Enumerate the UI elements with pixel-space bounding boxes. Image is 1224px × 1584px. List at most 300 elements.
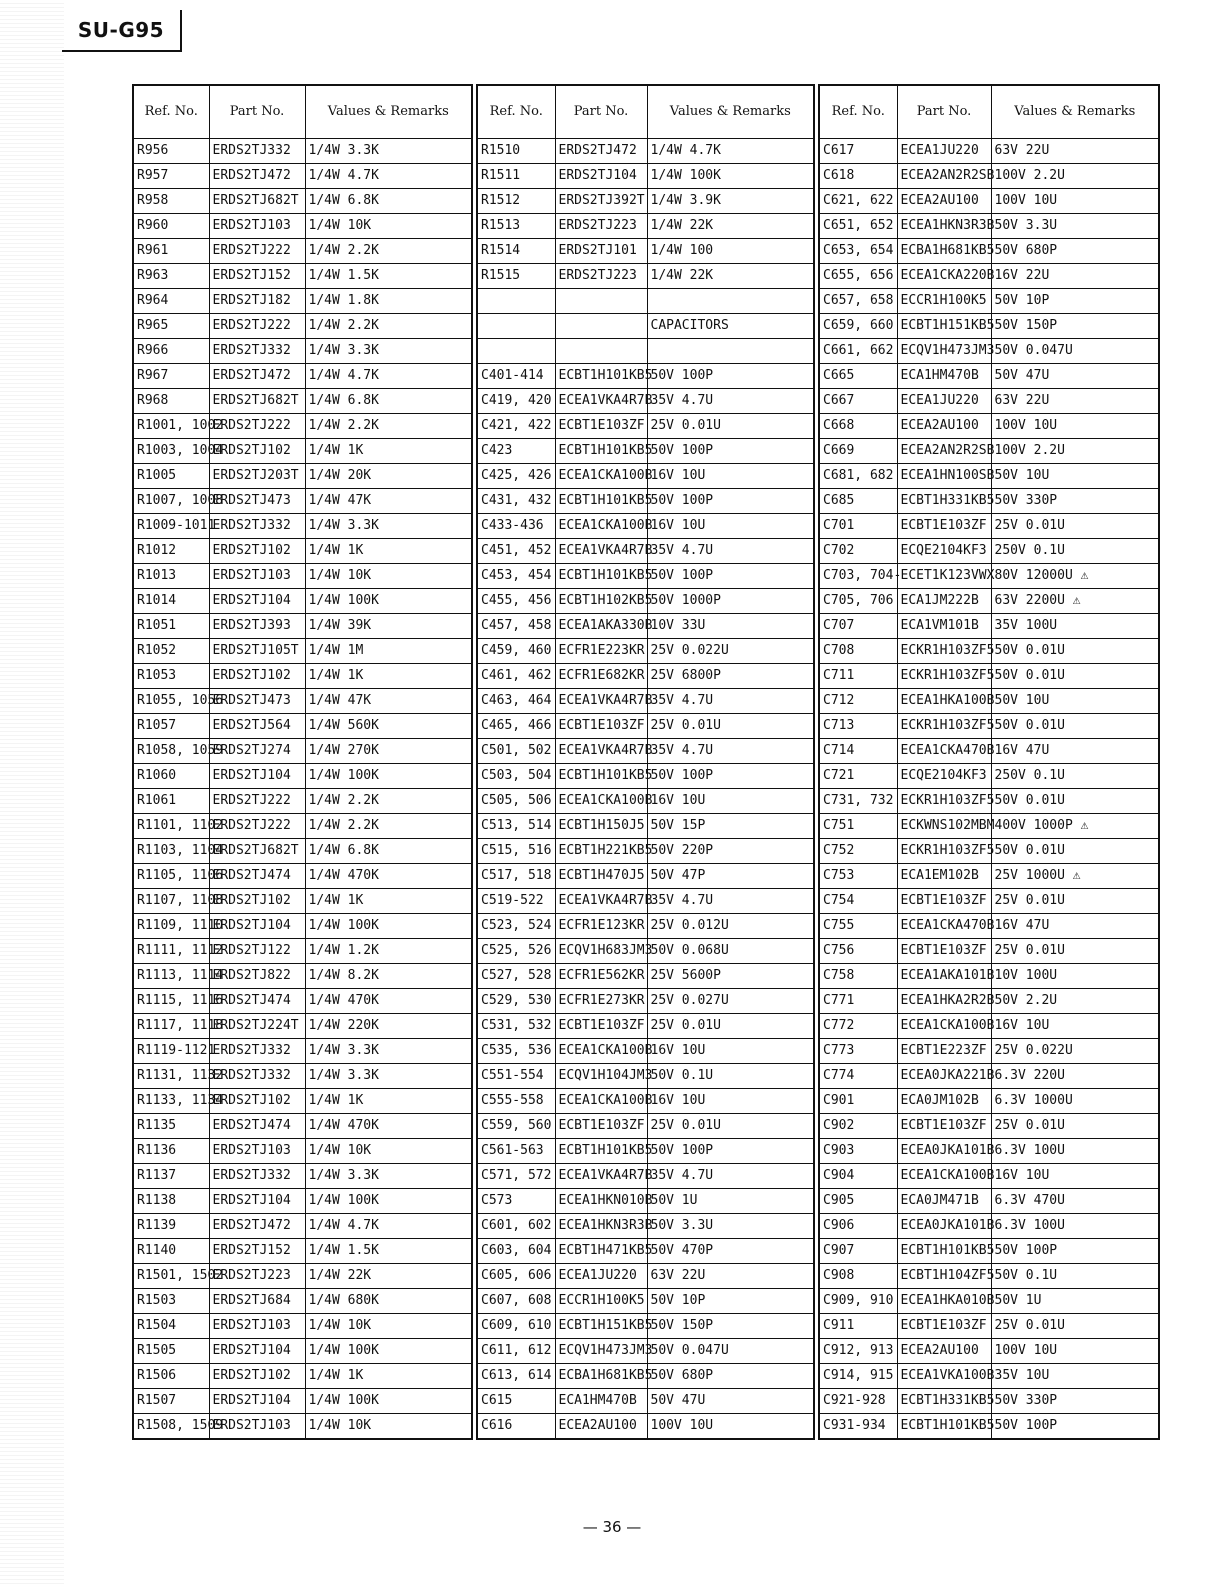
value-cell: 1/4W 470K [305, 864, 472, 889]
ref-no-cell: C617 [819, 139, 897, 164]
ref-no-cell: R1053 [133, 664, 209, 689]
table-row [477, 1314, 814, 1339]
table-row [477, 239, 814, 264]
part-no-cell: ERDS2TJ203T [209, 464, 305, 489]
table-row [477, 439, 814, 464]
ref-no-cell: R957 [133, 164, 209, 189]
table-row [819, 939, 1159, 964]
table-row [819, 1389, 1159, 1414]
value-cell: 1/4W 2.2K [305, 239, 472, 264]
ref-no-cell: R1501, 1502 [133, 1264, 209, 1289]
table-row [819, 664, 1159, 689]
table-row [819, 1364, 1159, 1389]
part-no-cell: ECEA1CKA100B [555, 514, 647, 539]
value-cell: 1/4W 22K [305, 1264, 472, 1289]
part-no-cell: ECBT1E103ZF [897, 1114, 991, 1139]
value-cell: 16V 10U [647, 1039, 814, 1064]
ref-no-cell: C651, 652 [819, 214, 897, 239]
value-cell: 80V 12000U ⚠ [991, 564, 1159, 589]
part-no-cell: ECEA2AN2R2SB [897, 439, 991, 464]
value-cell: 25V 0.027U [647, 989, 814, 1014]
table-row [477, 689, 814, 714]
value-cell: 25V 0.01U [991, 1114, 1159, 1139]
ref-no-cell: C902 [819, 1114, 897, 1139]
column-header-part-no: Part No. [555, 85, 647, 139]
value-cell: 1/4W 10K [305, 564, 472, 589]
value-cell: 25V 0.01U [647, 1114, 814, 1139]
value-cell: 10V 33U [647, 614, 814, 639]
value-cell: 50V 0.01U [991, 839, 1159, 864]
value-cell: 1/4W 10K [305, 1414, 472, 1440]
value-cell: 25V 6800P [647, 664, 814, 689]
ref-no-cell: R1014 [133, 589, 209, 614]
value-cell: 1/4W 1K [305, 664, 472, 689]
ref-no-cell: R1007, 1008 [133, 489, 209, 514]
ref-no-cell: C907 [819, 1239, 897, 1264]
ref-no-cell: C601, 602 [477, 1214, 555, 1239]
table-row [133, 1414, 472, 1440]
value-cell: 6.3V 100U [991, 1139, 1159, 1164]
value-cell: 16V 10U [991, 1164, 1159, 1189]
part-no-cell: ECEA2AU100 [555, 1414, 647, 1440]
ref-no-cell: R1060 [133, 764, 209, 789]
value-cell: 35V 4.7U [647, 1164, 814, 1189]
value-cell: 50V 47P [647, 864, 814, 889]
part-no-cell: ECQV1H683JM3 [555, 939, 647, 964]
value-cell: 25V 0.022U [991, 1039, 1159, 1064]
table-row [133, 439, 472, 464]
value-cell: 1/4W 1K [305, 439, 472, 464]
ref-no-cell: C517, 518 [477, 864, 555, 889]
table-row [133, 364, 472, 389]
part-no-cell: ERDS2TJ104 [555, 164, 647, 189]
part-no-cell: ERDS2TJ102 [209, 439, 305, 464]
table-row [819, 914, 1159, 939]
ref-no-cell: C535, 536 [477, 1039, 555, 1064]
part-no-cell: ECBT1H101KB5 [555, 364, 647, 389]
table-row [133, 639, 472, 664]
value-cell: 25V 0.01U [991, 1314, 1159, 1339]
part-no-cell: ECKR1H103ZF5 [897, 839, 991, 864]
table-row [477, 889, 814, 914]
table-row [133, 189, 472, 214]
value-cell: 6.3V 100U [991, 1214, 1159, 1239]
ref-no-cell: R1510 [477, 139, 555, 164]
part-no-cell: ECEA1VKA4R7B [555, 739, 647, 764]
ref-no-cell: C453, 454 [477, 564, 555, 589]
table-row [133, 539, 472, 564]
ref-no-cell: C529, 530 [477, 989, 555, 1014]
value-cell: 250V 0.1U [991, 764, 1159, 789]
table-row [819, 1289, 1159, 1314]
column-header-values-remarks: Values & Remarks [305, 85, 472, 139]
ref-no-cell: R1055, 1056 [133, 689, 209, 714]
table-row [819, 964, 1159, 989]
table-row [477, 139, 814, 164]
ref-no-cell: C752 [819, 839, 897, 864]
value-cell: 1/4W 6.8K [305, 189, 472, 214]
table-row [477, 1214, 814, 1239]
ref-no-cell: R964 [133, 289, 209, 314]
table-row [133, 389, 472, 414]
part-no-cell: ECEA1CKA220B [897, 264, 991, 289]
part-no-cell: ECEA1HKN010B [555, 1189, 647, 1214]
ref-no-cell: R1061 [133, 789, 209, 814]
value-cell: 50V 15P [647, 814, 814, 839]
ref-no-cell: C615 [477, 1389, 555, 1414]
value-cell: 1/4W 3.3K [305, 1064, 472, 1089]
ref-no-cell: C721 [819, 764, 897, 789]
value-cell: 35V 10U [991, 1364, 1159, 1389]
part-no-cell: ECEA2AU100 [897, 189, 991, 214]
part-no-cell: ECBA1H681KB5 [555, 1364, 647, 1389]
value-cell: 63V 2200U ⚠ [991, 589, 1159, 614]
ref-no-cell: C931-934 [819, 1414, 897, 1440]
value-cell: 50V 0.1U [647, 1064, 814, 1089]
ref-no-cell: C906 [819, 1214, 897, 1239]
ref-no-cell: C908 [819, 1264, 897, 1289]
part-no-cell: ECBT1E103ZF [897, 514, 991, 539]
column-header-part-no: Part No. [209, 85, 305, 139]
part-no-cell: ERDS2TJ224T [209, 1014, 305, 1039]
ref-no-cell: C501, 502 [477, 739, 555, 764]
part-no-cell: ECKR1H103ZF5 [897, 664, 991, 689]
value-cell: 25V 0.01U [991, 514, 1159, 539]
ref-no-cell: R1051 [133, 614, 209, 639]
value-cell: 25V 0.01U [647, 714, 814, 739]
value-cell: 50V 150P [991, 314, 1159, 339]
value-cell: 25V 5600P [647, 964, 814, 989]
part-no-cell: ECBT1E223ZF [897, 1039, 991, 1064]
part-no-cell: ECEA1HKN3R3B [555, 1214, 647, 1239]
ref-no-cell: C515, 516 [477, 839, 555, 864]
part-no-cell: ERDS2TJ104 [209, 764, 305, 789]
table-row [133, 289, 472, 314]
part-no-cell: ECEA1CKA470B [897, 739, 991, 764]
table-row [819, 714, 1159, 739]
table-row [133, 664, 472, 689]
ref-no-cell: C611, 612 [477, 1339, 555, 1364]
table-row [133, 764, 472, 789]
ref-no-cell: C751 [819, 814, 897, 839]
part-no-cell: ECEA2AU100 [897, 1339, 991, 1364]
value-cell: 1/4W 39K [305, 614, 472, 639]
ref-no-cell: C465, 466 [477, 714, 555, 739]
value-cell: 50V 10P [991, 289, 1159, 314]
value-cell: 1/4W 470K [305, 1114, 472, 1139]
table-row [819, 689, 1159, 714]
table-row [819, 639, 1159, 664]
ref-no-cell: C603, 604 [477, 1239, 555, 1264]
part-no-cell [555, 289, 647, 314]
ref-no-cell: C421, 422 [477, 414, 555, 439]
value-cell: 16V 10U [647, 514, 814, 539]
table-row [477, 489, 814, 514]
part-no-cell: ERDS2TJ473 [209, 689, 305, 714]
part-no-cell: ECEA1VKA4R7B [555, 539, 647, 564]
table-row [477, 939, 814, 964]
part-no-cell: ERDS2TJ392T [555, 189, 647, 214]
part-no-cell: ECBT1H221KB5 [555, 839, 647, 864]
ref-no-cell: C909, 910 [819, 1289, 897, 1314]
part-no-cell: ERDS2TJ822 [209, 964, 305, 989]
part-no-cell: ECFR1E223KR [555, 639, 647, 664]
table-row [819, 1264, 1159, 1289]
ref-no-cell: C701 [819, 514, 897, 539]
table-row [819, 1239, 1159, 1264]
part-no-cell: ERDS2TJ682T [209, 839, 305, 864]
part-no-cell: ECBT1H150J5 [555, 814, 647, 839]
table-row [133, 164, 472, 189]
part-no-cell: ECEA1CKA100B [555, 789, 647, 814]
ref-no-cell: C758 [819, 964, 897, 989]
page-number: — 36 — [582, 1518, 642, 1536]
ref-no-cell: C551-554 [477, 1064, 555, 1089]
table-row [133, 739, 472, 764]
ref-no-cell: R1117, 1118 [133, 1014, 209, 1039]
value-cell: 50V 100P [647, 439, 814, 464]
ref-no-cell: R1119-1121 [133, 1039, 209, 1064]
table-row [477, 314, 814, 339]
table-row [133, 914, 472, 939]
ref-no-cell: R1505 [133, 1339, 209, 1364]
part-no-cell: ECBT1H151KB5 [897, 314, 991, 339]
value-cell: 35V 4.7U [647, 689, 814, 714]
table-row [477, 414, 814, 439]
table-row [819, 589, 1159, 614]
value-cell: 16V 22U [991, 264, 1159, 289]
part-no-cell: ERDS2TJ332 [209, 1064, 305, 1089]
table-row [133, 1139, 472, 1164]
table-row [819, 739, 1159, 764]
part-no-cell: ECEA1VKA4R7B [555, 889, 647, 914]
value-cell: 50V 1U [991, 1289, 1159, 1314]
table-row [477, 964, 814, 989]
part-no-cell: ECBT1H101KB5 [555, 764, 647, 789]
ref-no-cell: R1003, 1004 [133, 439, 209, 464]
part-no-cell: ECEA1VKA100B [897, 1364, 991, 1389]
part-no-cell: ERDS2TJ222 [209, 239, 305, 264]
value-cell: 63V 22U [991, 139, 1159, 164]
ref-no-cell: C503, 504 [477, 764, 555, 789]
value-cell: 50V 100P [991, 1239, 1159, 1264]
table-row [477, 639, 814, 664]
part-no-cell: ECBT1H101KB5 [897, 1239, 991, 1264]
ref-no-cell: C451, 452 [477, 539, 555, 564]
value-cell: 1/4W 3.3K [305, 139, 472, 164]
table-row [477, 714, 814, 739]
part-no-cell: ERDS2TJ105T [209, 639, 305, 664]
table-row [477, 989, 814, 1014]
ref-no-cell: C555-558 [477, 1089, 555, 1114]
value-cell: 16V 47U [991, 914, 1159, 939]
ref-no-cell: R1504 [133, 1314, 209, 1339]
ref-no-cell: C774 [819, 1064, 897, 1089]
value-cell: 16V 10U [647, 464, 814, 489]
ref-no-cell: C433-436 [477, 514, 555, 539]
table-row [133, 1289, 472, 1314]
table-row [819, 1414, 1159, 1440]
value-cell: 16V 10U [991, 1014, 1159, 1039]
table-row [819, 1164, 1159, 1189]
ref-no-cell: C513, 514 [477, 814, 555, 839]
part-no-cell: ECEA1AKA101B [897, 964, 991, 989]
value-cell: 1/4W 22K [647, 214, 814, 239]
table-row [477, 1039, 814, 1064]
ref-no-cell: C523, 524 [477, 914, 555, 939]
part-no-cell: ERDS2TJ102 [209, 889, 305, 914]
part-no-cell: ERDS2TJ474 [209, 864, 305, 889]
ref-no-cell [477, 314, 555, 339]
value-cell: 50V 220P [647, 839, 814, 864]
part-no-cell: ECBT1H101KB5 [555, 1139, 647, 1164]
value-cell: 1/4W 2.2K [305, 814, 472, 839]
value-cell: 50V 470P [647, 1239, 814, 1264]
part-no-cell: ERDS2TJ101 [555, 239, 647, 264]
part-no-cell: ECET1K123VWX [897, 564, 991, 589]
value-cell: 1/4W 270K [305, 739, 472, 764]
table-row [819, 614, 1159, 639]
ref-no-cell: C912, 913 [819, 1339, 897, 1364]
ref-no-cell: R1513 [477, 214, 555, 239]
ref-no-cell: C773 [819, 1039, 897, 1064]
table-row [133, 964, 472, 989]
value-cell: 1/4W 20K [305, 464, 472, 489]
table-row [477, 1014, 814, 1039]
value-cell: 1/4W 3.3K [305, 514, 472, 539]
ref-no-cell: R968 [133, 389, 209, 414]
value-cell: 50V 100P [991, 1414, 1159, 1440]
ref-no-cell: R1508, 1509 [133, 1414, 209, 1440]
ref-no-cell: R1111, 1112 [133, 939, 209, 964]
table-row [819, 839, 1159, 864]
part-no-cell: ECBT1H331KB5 [897, 1389, 991, 1414]
table-row [477, 564, 814, 589]
part-no-cell: ECFR1E123KR [555, 914, 647, 939]
value-cell: 1/4W 6.8K [305, 389, 472, 414]
value-cell: 50V 47U [991, 364, 1159, 389]
table-header-row [819, 85, 1159, 139]
part-no-cell: ERDS2TJ103 [209, 214, 305, 239]
part-no-cell: ECEA0JKA101B [897, 1214, 991, 1239]
value-cell: 1/4W 1K [305, 1089, 472, 1114]
table-row [477, 1064, 814, 1089]
ref-no-cell: C714 [819, 739, 897, 764]
part-no-cell: ECEA1CKA100B [897, 1164, 991, 1189]
ref-no-cell: C573 [477, 1189, 555, 1214]
part-no-cell: ERDS2TJ103 [209, 1314, 305, 1339]
table-row [819, 764, 1159, 789]
value-cell: 50V 330P [991, 1389, 1159, 1414]
value-cell: 100V 10U [991, 1339, 1159, 1364]
part-no-cell: ERDS2TJ223 [555, 214, 647, 239]
parts-table-2 [476, 84, 815, 1440]
table-row [477, 1089, 814, 1114]
value-cell: 1/4W 47K [305, 689, 472, 714]
value-cell [647, 339, 814, 364]
table-row [477, 164, 814, 189]
value-cell: 50V 330P [991, 489, 1159, 514]
table-row [133, 1164, 472, 1189]
table-row [819, 989, 1159, 1014]
value-cell: 1/4W 4.7K [305, 364, 472, 389]
table-row [819, 564, 1159, 589]
ref-no-cell: C519-522 [477, 889, 555, 914]
ref-no-cell: C609, 610 [477, 1314, 555, 1339]
table-row [819, 164, 1159, 189]
value-cell: 1/4W 4.7K [305, 1214, 472, 1239]
ref-no-cell: R1013 [133, 564, 209, 589]
table-row [477, 664, 814, 689]
ref-no-cell: C904 [819, 1164, 897, 1189]
part-no-cell: ECBT1H471KB5 [555, 1239, 647, 1264]
part-no-cell: ECEA1CKA100B [555, 1089, 647, 1114]
ref-no-cell: C425, 426 [477, 464, 555, 489]
ref-no-cell: C455, 456 [477, 589, 555, 614]
table-row [477, 864, 814, 889]
table-header-row [477, 85, 814, 139]
part-no-cell: ERDS2TJ332 [209, 1164, 305, 1189]
ref-no-cell: C559, 560 [477, 1114, 555, 1139]
table-row [133, 589, 472, 614]
part-no-cell: ECA0JM102B [897, 1089, 991, 1114]
value-cell: 35V 4.7U [647, 739, 814, 764]
ref-no-cell: R1115, 1116 [133, 989, 209, 1014]
ref-no-cell: C659, 660 [819, 314, 897, 339]
table-row [819, 1064, 1159, 1089]
ref-no-cell: C423 [477, 439, 555, 464]
value-cell: 63V 22U [647, 1264, 814, 1289]
value-cell: 1/4W 1K [305, 539, 472, 564]
table-row [477, 1239, 814, 1264]
table-row [819, 464, 1159, 489]
part-no-cell: ECBT1H331KB5 [897, 489, 991, 514]
value-cell: 1/4W 1M [305, 639, 472, 664]
ref-no-cell: C731, 732 [819, 789, 897, 814]
ref-no-cell: R1101, 1102 [133, 814, 209, 839]
table-row [477, 589, 814, 614]
ref-no-cell: R1113, 1114 [133, 964, 209, 989]
ref-no-cell: R1140 [133, 1239, 209, 1264]
value-cell: 50V 0.01U [991, 714, 1159, 739]
value-cell: 1/4W 100K [305, 914, 472, 939]
value-cell: 50V 680P [991, 239, 1159, 264]
table-body [819, 139, 1159, 1440]
table-row [819, 339, 1159, 364]
ref-no-cell: C911 [819, 1314, 897, 1339]
ref-no-cell: R956 [133, 139, 209, 164]
value-cell: 16V 47U [991, 739, 1159, 764]
table-row [477, 1189, 814, 1214]
value-cell: 100V 10U [991, 414, 1159, 439]
table-row [133, 1114, 472, 1139]
value-cell: 50V 1000P [647, 589, 814, 614]
table-row [819, 864, 1159, 889]
table-row [477, 189, 814, 214]
part-no-cell: ERDS2TJ182 [209, 289, 305, 314]
value-cell: 50V 0.01U [991, 664, 1159, 689]
table-row [819, 1214, 1159, 1239]
table-row [133, 839, 472, 864]
part-no-cell: ERDS2TJ274 [209, 739, 305, 764]
table-row [133, 1214, 472, 1239]
value-cell: 50V 1U [647, 1189, 814, 1214]
table-row [819, 214, 1159, 239]
ref-no-cell: R1511 [477, 164, 555, 189]
table-row [819, 1339, 1159, 1364]
table-row [819, 289, 1159, 314]
table-row [477, 1264, 814, 1289]
